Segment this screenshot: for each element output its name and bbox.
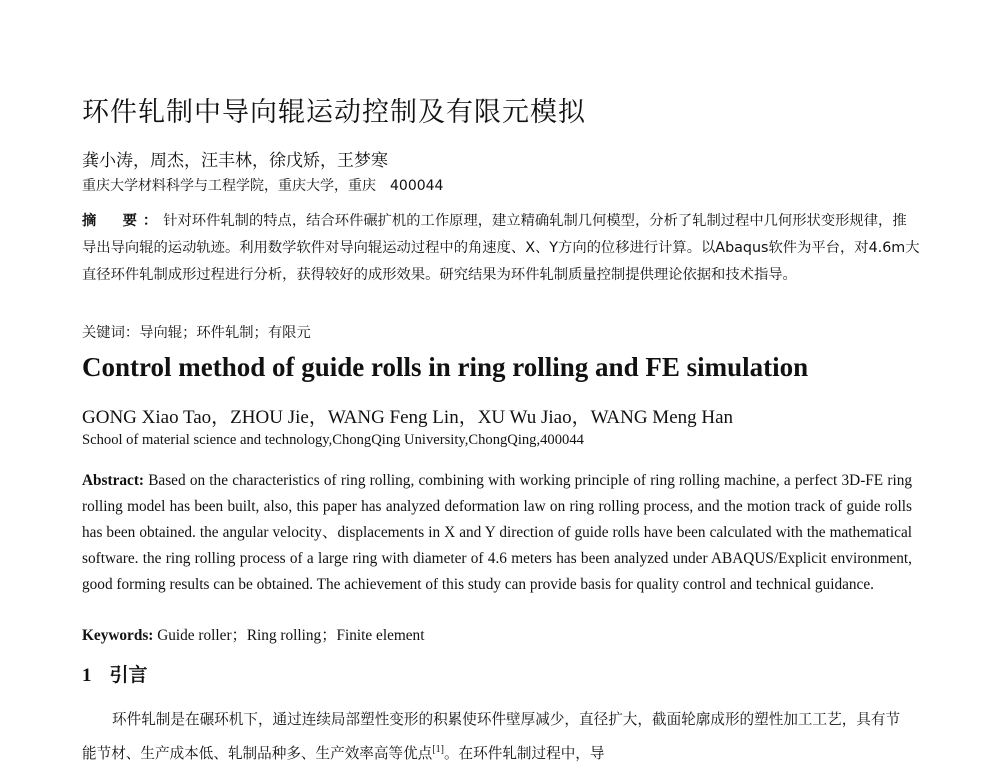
authors-cn: 龚小涛，周杰，汪丰林，徐戊矫，王梦寒 <box>82 151 388 171</box>
body-paragraph <box>82 705 914 769</box>
keywords-cn-label: 关键词： <box>82 325 140 341</box>
abstract-en <box>82 468 912 598</box>
keywords-en-text: Guide roller；Ring rolling；Finite element <box>153 627 425 644</box>
abstract-cn-label: 摘 要： <box>82 213 164 229</box>
abstract-cn-text: 针对环件轧制的特点，结合环件碾扩机的工作原理，建立精确轧制几何模型，分析了轧制过程中几何形状变形规律，推导出导向辊的运动轨迹。利用数学软件对导向辊运动过程中的角速度、X、Y方向的位移进行计算。以Abaqus软件为平台，对4.6m大直径环件轧制成形过程进行分析，获得较好的成形效果。研究结果为环件轧制质量控制提供理论依据和技术指导。 <box>82 213 920 283</box>
abstract-en-label: Abstract: <box>82 472 145 489</box>
paper-title-cn: 环件轧制中导向辊运动控制及有限元模拟 <box>82 97 586 128</box>
keywords-cn-text: 导向辊；环件轧制；有限元 <box>139 325 311 341</box>
keywords-en <box>82 623 424 645</box>
affiliation-cn: 重庆大学材料科学与工程学院，重庆大学，重庆 400044 <box>82 178 444 194</box>
body-text-1: 环件轧制是在碾环机下，通过连续局部塑性变形的积累使环件壁厚减少，直径扩大，截面轮廓成形的塑性加工工艺，具有节能节材、生产成本低、轧制品种多、生产效率高等优点 <box>82 711 901 762</box>
keywords-cn <box>82 322 311 342</box>
keywords-en-label: Keywords: <box>82 627 154 644</box>
body-text-2: 。在环件轧制过程中，导 <box>443 744 605 762</box>
abstract-en-text: Based on the characteristics of ring rolling, combining with working principle of ring rolling machine, a perfect 3D-FE ring rolling model has been built, also, this paper has analyzed deformation law on ring rolling process, and the motion track of guide rolls has been obtained. the angular velocity、displacements in X and Y direction of guide rolls have been calculated with the mathematical software. the ring rolling process of a large ring with diameter of 4.6 meters has been analyzed under ABAQUS/Explicit environment, good forming results can be obtained. The achievement of this study can provide basis for quality control and technical guidance. <box>82 472 912 593</box>
abstract-cn <box>82 208 920 289</box>
section-heading <box>82 660 148 687</box>
section-number: 1 <box>82 665 92 686</box>
affiliation-en: School of material science and technology,ChongQing University,ChongQing,400044 <box>82 432 584 448</box>
citation-ref[interactable]: [1] <box>432 744 444 755</box>
section-title: 引言 <box>109 664 148 686</box>
authors-en: GONG Xiao Tao，ZHOU Jie，WANG Feng Lin，XU Wu Jiao，WANG Meng Han <box>82 407 734 428</box>
paper-title-en: Control method of guide rolls in ring rolling and FE simulation <box>82 352 809 382</box>
